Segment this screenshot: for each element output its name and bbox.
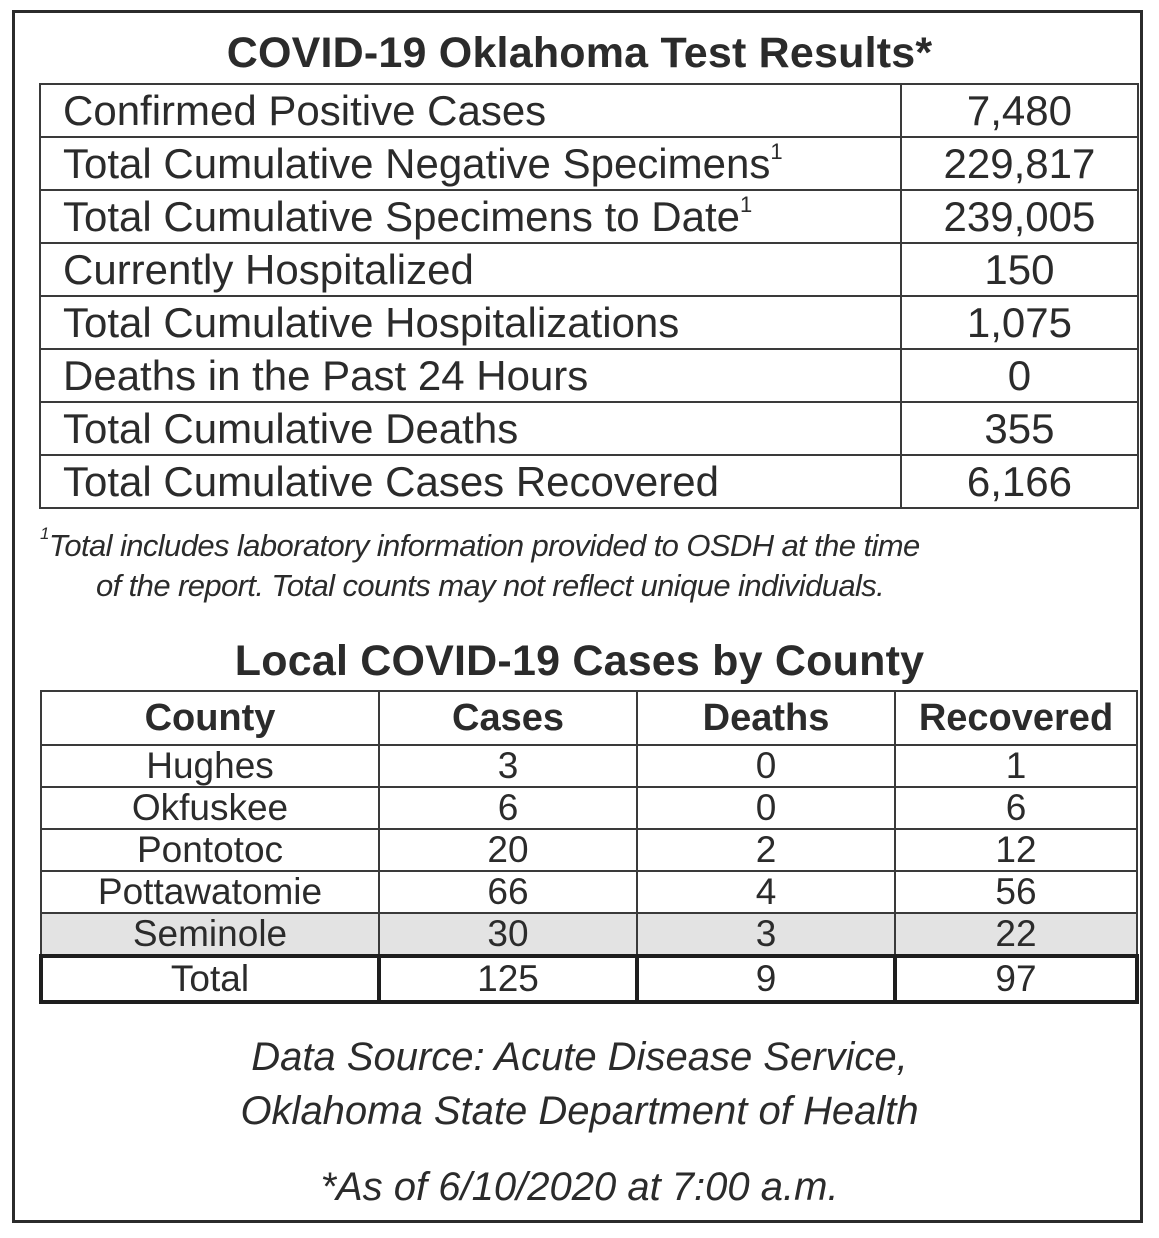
table-row [40, 243, 1138, 296]
county-cases-title: Local COVID-19 Cases by County [234, 637, 925, 685]
footnote-line-2: of the report. Total counts may not reflect unique individuals. [96, 568, 885, 603]
table-row [40, 137, 1138, 190]
table-row [41, 829, 1137, 871]
deaths-cell: 4 [637, 871, 895, 913]
table-row [40, 190, 1138, 243]
table-row [41, 745, 1137, 787]
deaths-cell: 0 [637, 745, 895, 787]
table-row [40, 84, 1138, 137]
column-header: Recovered [895, 691, 1137, 745]
footnote-line-1: $^1$Total includes laboratory information provided to OSDH at the time [40, 523, 920, 563]
cases-cell: 6 [379, 787, 637, 829]
total-recovered: 97 [895, 956, 1137, 1002]
row-label: Confirmed Positive Cases [40, 84, 901, 137]
county-cell: Pontotoc [41, 829, 379, 871]
row-value: 150 [901, 243, 1138, 296]
test-results-title: COVID-19 Oklahoma Test Results* [226, 29, 933, 77]
recovered-cell: 6 [895, 787, 1137, 829]
deaths-cell: 0 [637, 787, 895, 829]
deaths-cell: 2 [637, 829, 895, 871]
row-label: Deaths in the Past 24 Hours [40, 349, 901, 402]
row-value: 6,166 [901, 455, 1138, 508]
deaths-cell: 3 [637, 913, 895, 956]
row-value: 229,817 [901, 137, 1138, 190]
county-cell: Okfuskee [41, 787, 379, 829]
row-label: Total Cumulative Cases Recovered [40, 455, 901, 508]
row-value: 1,075 [901, 296, 1138, 349]
table-row [40, 402, 1138, 455]
table-row [41, 871, 1137, 913]
row-label: Total Cumulative Negative Specimens$^1$ [40, 137, 901, 190]
row-label: Total Cumulative Deaths [40, 402, 901, 455]
cases-cell: 66 [379, 871, 637, 913]
county-cases-table [39, 690, 1139, 1004]
table-row [41, 787, 1137, 829]
data-source-line-2: Oklahoma State Department of Health [240, 1089, 919, 1133]
county-cell: Pottawatomie [41, 871, 379, 913]
recovered-cell: 1 [895, 745, 1137, 787]
column-header: Cases [379, 691, 637, 745]
total-deaths: 9 [637, 956, 895, 1002]
as-of-note: *As of 6/10/2020 at 7:00 a.m. [320, 1165, 839, 1209]
recovered-cell: 12 [895, 829, 1137, 871]
total-row [41, 956, 1137, 1002]
total-cases: 125 [379, 956, 637, 1002]
table-row [40, 455, 1138, 508]
footnote [40, 523, 1100, 606]
table-row [40, 349, 1138, 402]
cases-cell: 3 [379, 745, 637, 787]
cases-cell: 30 [379, 913, 637, 956]
recovered-cell: 56 [895, 871, 1137, 913]
row-label: Total Cumulative Hospitalizations [40, 296, 901, 349]
column-header: County [41, 691, 379, 745]
county-cell: Hughes [41, 745, 379, 787]
row-value: 0 [901, 349, 1138, 402]
county-cell: Seminole [41, 913, 379, 956]
row-value: 355 [901, 402, 1138, 455]
row-label: Currently Hospitalized [40, 243, 901, 296]
column-header: Deaths [637, 691, 895, 745]
total-label: Total [41, 956, 379, 1002]
row-label: Total Cumulative Specimens to Date$^1$ [40, 190, 901, 243]
cases-cell: 20 [379, 829, 637, 871]
test-results-table [39, 83, 1139, 509]
data-source-line-1: Data Source: Acute Disease Service, [251, 1035, 908, 1079]
table-row [40, 296, 1138, 349]
row-value: 239,005 [901, 190, 1138, 243]
table-row-highlighted [41, 913, 1137, 956]
header-row [41, 691, 1137, 745]
row-value: 7,480 [901, 84, 1138, 137]
recovered-cell: 22 [895, 913, 1137, 956]
